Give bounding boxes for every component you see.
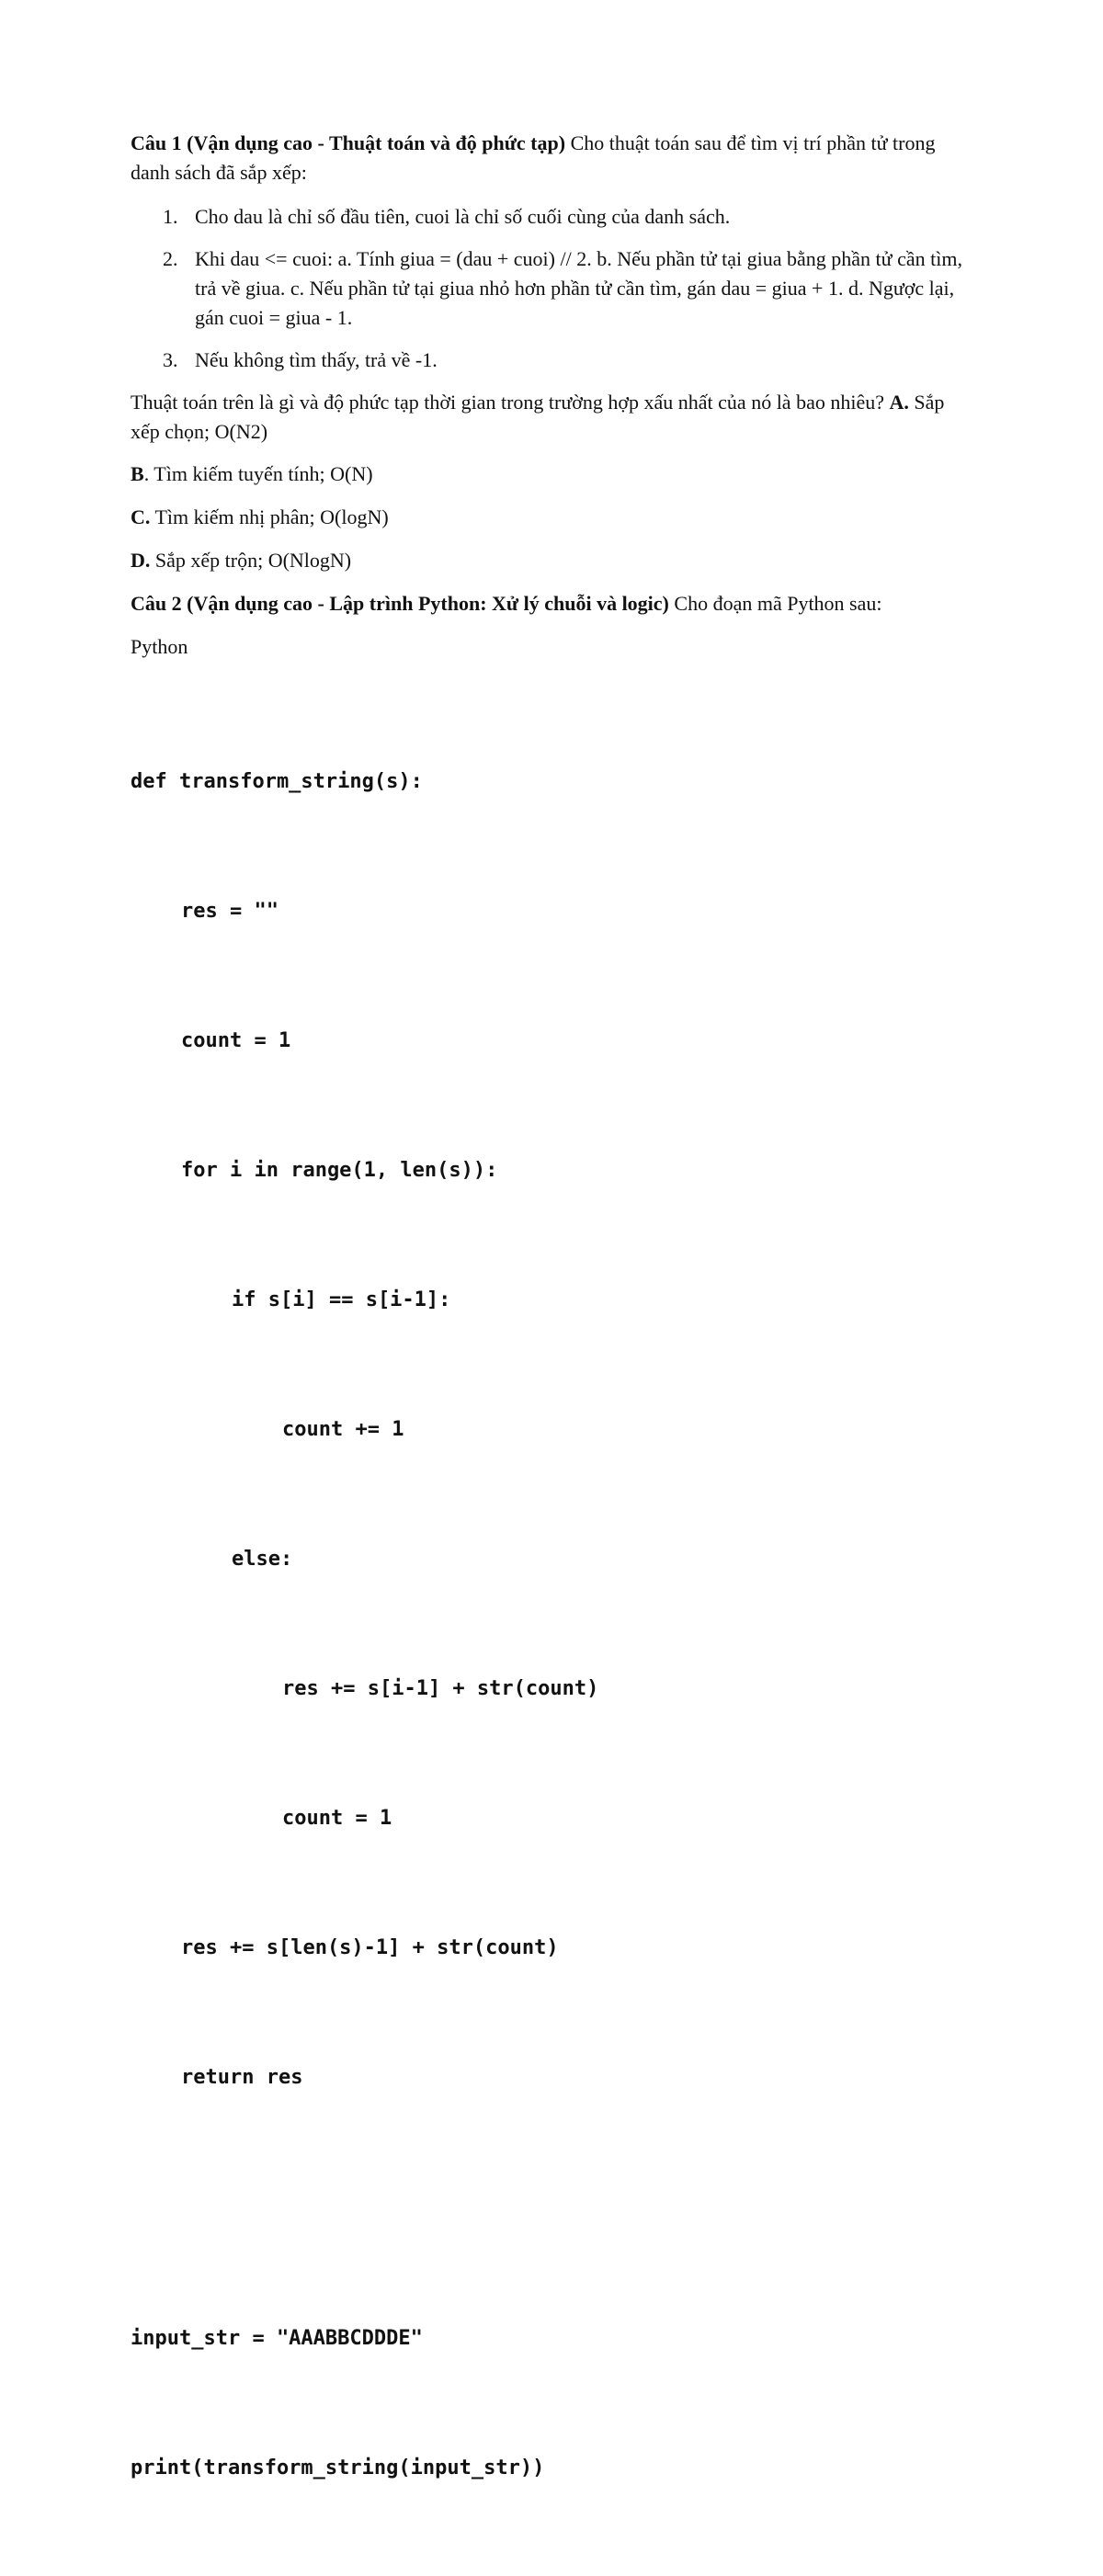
code-line-blank — [131, 2185, 976, 2230]
list-item-text: Khi dau <= cuoi: a. Tính giua = (dau + cuoi) // 2. b. Nếu phần tử tại giua bằng phần tử cần tìm, trả về giua. c. Nếu phần tử tại giua nhỏ hơn phần tử cần tìm, gán dau = giua + 1. d. Ngược lại, gán cuoi = giua - 1. — [195, 247, 962, 329]
option-b — [131, 460, 976, 489]
code-line: def transform_string(s): — [131, 770, 423, 793]
option-c — [131, 503, 976, 532]
list-item — [131, 202, 976, 232]
code-line: input_str = "AAABBCDDDE" — [131, 2327, 423, 2350]
option-d-label: D. — [131, 549, 151, 572]
question-1-heading — [131, 129, 976, 187]
option-d-text: Sắp xếp trộn; O(NlogN) — [150, 549, 352, 572]
list-item-text: Cho dau là chỉ số đầu tiên, cuoi là chỉ số cuối cùng của danh sách. — [195, 205, 731, 228]
document-content — [131, 129, 976, 2576]
question-1-label: Câu 1 (Vận dụng cao - Thuật toán và độ phức tạp) — [131, 131, 566, 154]
algorithm-steps-list — [131, 202, 976, 375]
list-item-number: 3. — [163, 348, 178, 371]
question-1-stem — [131, 388, 976, 447]
list-item-number: 1. — [163, 205, 178, 228]
question-2-label: Câu 2 (Vận dụng cao - Lập trình Python: Xử lý chuỗi và logic) — [131, 592, 669, 615]
code-line: count = 1 — [282, 1807, 392, 1830]
code-line: for i in range(1, len(s)): — [181, 1159, 498, 1182]
code-line: return res — [181, 2066, 303, 2089]
code-language-label: Python — [131, 635, 188, 658]
list-item — [131, 244, 976, 333]
question-1-intro: Cho thuật toán sau để tìm vị trí phần tử trong danh sách đã sắp xếp: — [131, 131, 936, 184]
option-c-text: Tìm kiếm nhị phân; O(logN) — [150, 505, 389, 528]
option-c-label: C. — [131, 505, 151, 528]
code-line: count = 1 — [181, 1029, 291, 1052]
question-1-stem-text: Thuật toán trên là gì và độ phức tạp thời gian trong trường hợp xấu nhất của nó là bao nhiêu? — [131, 391, 890, 414]
code-line: res += s[len(s)-1] + str(count) — [181, 1936, 559, 1959]
option-b-text: . Tìm kiếm tuyến tính; O(N) — [143, 462, 373, 485]
question-2-heading — [131, 589, 976, 618]
code-line: count += 1 — [282, 1418, 404, 1441]
code-line: else: — [232, 1548, 293, 1571]
option-a-label: A. — [889, 391, 909, 414]
list-item-number: 2. — [163, 247, 178, 270]
code-block — [131, 674, 976, 2576]
code-line: print(transform_string(input_str)) — [131, 2457, 545, 2480]
list-item — [131, 346, 976, 375]
option-a-text: Sắp xếp chọn; O(N2) — [131, 391, 945, 443]
code-line: res = "" — [181, 900, 279, 923]
code-line: if s[i] == s[i-1]: — [232, 1288, 451, 1311]
code-line: res += s[i-1] + str(count) — [282, 1677, 599, 1700]
option-d — [131, 546, 976, 575]
list-item-text: Nếu không tìm thấy, trả về -1. — [195, 348, 438, 371]
question-2-intro: Cho đoạn mã Python sau: — [668, 592, 882, 615]
option-b-label: B — [131, 462, 144, 485]
